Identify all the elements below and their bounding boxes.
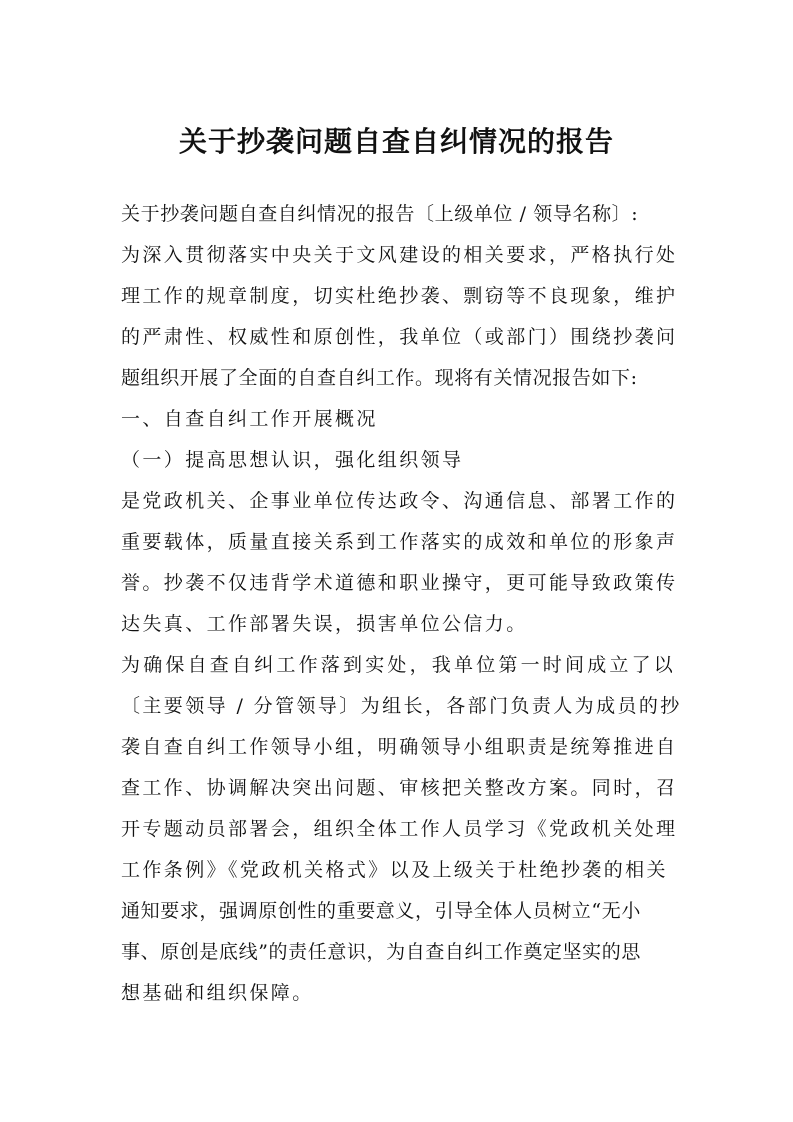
body-line: 开专题动员部署会，组织全体工作人员学习《党政机关处理 (121, 818, 678, 840)
body-line: 事、原创是底线”的责任意识，为自查自纠工作奠定坚实的思 (121, 941, 641, 963)
section-heading: 一、自查自纠工作开展概况 (121, 408, 378, 430)
body-line: 〔主要领导 / 分管领导〕为组长，各部门负责人为成员的抄 (121, 695, 682, 717)
body-line: 想基础和组织保障。 (121, 982, 314, 1004)
body-line: 为确保自查自纠工作落到实处，我单位第一时间成立了以 (121, 654, 677, 676)
body-line: 誉。抄袭不仅违背学术道德和职业操守，更可能导致政策传 (121, 572, 678, 594)
body-line: 理工作的规章制度，切实杜绝抄袭、剽窃等不良现象，维护 (121, 285, 678, 307)
body-line: 题组织开展了全面的自查自纠工作。现将有关情况报告如下: (121, 367, 638, 389)
body-line: 查工作、协调解决突出问题、审核把关整改方案。同时，召 (121, 777, 678, 799)
body-line: 是党政机关、企事业单位传达政令、沟通信息、部署工作的 (121, 490, 678, 512)
document-body (121, 194, 681, 1014)
body-line: 工作条例》《党政机关格式》以及上级关于杜绝抄袭的相关 (121, 859, 668, 881)
body-line: 达失真、工作部署失误，损害单位公信力。 (121, 613, 528, 635)
subsection-heading: （一）提高思想认识，强化组织领导 (121, 449, 464, 471)
body-line: 通知要求，强调原创性的重要意义，引导全体人员树立“无小 (121, 900, 641, 922)
document-title: 关于抄袭问题自查自纠情况的报告 (178, 125, 614, 158)
body-line: 的严肃性、权威性和原创性，我单位（或部门）围绕抄袭问 (121, 326, 678, 348)
body-line: 关于抄袭问题自查自纠情况的报告〔上级单位 / 领导名称〕: (121, 203, 639, 225)
body-line: 为深入贯彻落实中央关于文风建设的相关要求，严格执行处 (121, 244, 678, 266)
body-line: 袭自查自纠工作领导小组，明确领导小组职责是统筹推进自 (121, 736, 678, 758)
body-line: 重要载体，质量直接关系到工作落实的成效和单位的形象声 (121, 531, 678, 553)
